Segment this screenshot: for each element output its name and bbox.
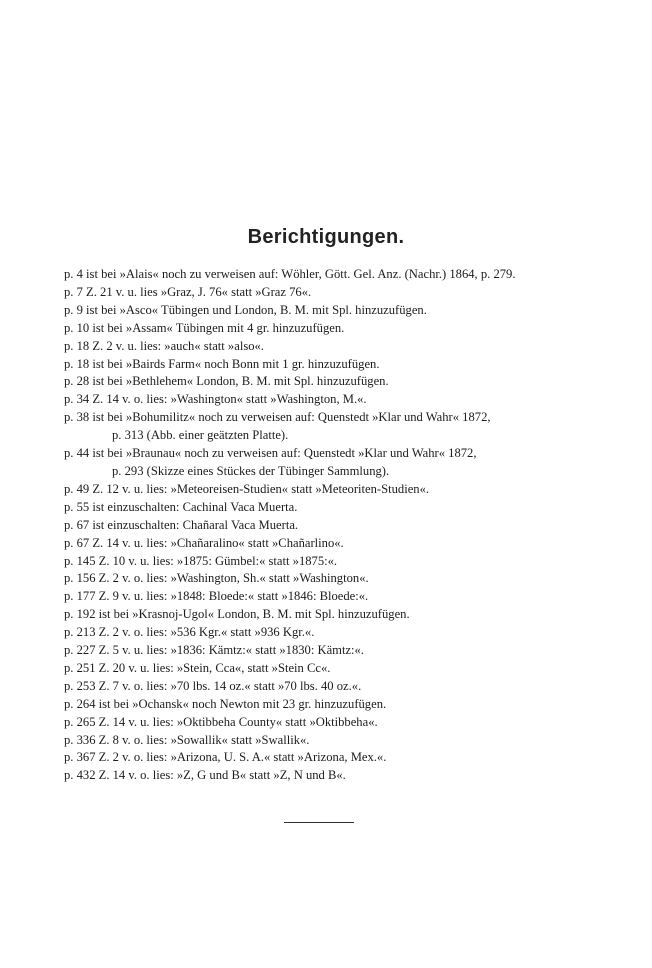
entry-text: p. 18 Z. 2 v. u. lies: »auch« statt »also«. [64, 338, 264, 353]
entry-text: p. 44 ist bei »Braunau« noch zu verweisen auf: Quenstedt »Klar und Wahr« 1872, [64, 446, 477, 461]
entry-text: p. 251 Z. 20 v. u. lies: »Stein, Cca«, statt »Stein Cc«. [64, 660, 331, 675]
correction-entry [64, 678, 604, 696]
entry-text: p. 38 ist bei »Bohumilitz« noch zu verweisen auf: Quenstedt »Klar und Wahr« 1872, [64, 410, 491, 425]
entry-text: p. 253 Z. 7 v. o. lies: »70 lbs. 14 oz.« statt »70 lbs. 40 oz.«. [64, 678, 362, 693]
corrections-list [64, 266, 604, 785]
entry-text: p. 367 Z. 2 v. o. lies: »Arizona, U. S. A.« statt »Arizona, Mex.«. [64, 750, 387, 765]
entry-text: p. 192 ist bei »Krasnoj-Ugol« London, B. M. mit Spl. hinzuzufügen. [64, 607, 410, 622]
correction-entry [64, 356, 604, 374]
entry-text: p. 28 ist bei »Bethlehem« London, B. M. mit Spl. hinzuzufügen. [64, 374, 389, 389]
entry-text: p. 4 ist bei »Alais« noch zu verweisen auf: Wöhler, Gött. Gel. Anz. (Nachr.) 1864, p. 279. [64, 267, 516, 281]
closing-rule [284, 822, 354, 823]
entry-text: p. 336 Z. 8 v. o. lies: »Sowallik« statt »Swallik«. [64, 732, 310, 747]
entry-text: p. 177 Z. 9 v. u. lies: »1848: Bloede:« statt »1846: Bloede:«. [64, 589, 369, 604]
entry-text: p. 55 ist einzuschalten: Cachinal Vaca Muerta. [64, 499, 298, 514]
correction-entry [64, 409, 604, 445]
entry-text: p. 213 Z. 2 v. o. lies: »536 Kgr.« statt »936 Kgr.«. [64, 625, 315, 640]
entry-text: p. 227 Z. 5 v. u. lies: »1836: Kämtz:« statt »1830: Kämtz:«. [64, 643, 364, 658]
entry-text: p. 156 Z. 2 v. o. lies: »Washington, Sh.« statt »Washington«. [64, 571, 369, 586]
entry-text: p. 145 Z. 10 v. u. lies: »1875: Gümbel:« statt »1875:«. [64, 553, 338, 568]
correction-entry [64, 767, 604, 785]
entry-text: p. 67 ist einzuschalten: Chañaral Vaca Muerta. [64, 517, 299, 532]
correction-entry [64, 320, 604, 338]
correction-entry [64, 606, 604, 624]
correction-entry [64, 732, 604, 750]
correction-entry [64, 714, 604, 732]
correction-entry [64, 535, 604, 553]
entry-continuation: p. 313 (Abb. einer geätzten Platte). [112, 428, 289, 443]
entry-text: p. 10 ist bei »Assam« Tübingen mit 4 gr. hinzuzufügen. [64, 320, 345, 335]
page-title: Berichtigungen. [247, 226, 405, 248]
entry-text: p. 49 Z. 12 v. u. lies: »Meteoreisen-Studien« statt »Meteoriten-Studien«. [64, 481, 430, 496]
correction-entry [64, 481, 604, 499]
entry-text: p. 18 ist bei »Bairds Farm« noch Bonn mit 1 gr. hinzuzufügen. [64, 356, 380, 371]
entry-text: p. 432 Z. 14 v. o. lies: »Z, G und B« statt »Z, N und B«. [64, 768, 346, 783]
correction-entry [64, 624, 604, 642]
correction-entry [64, 749, 604, 767]
entry-text: p. 67 Z. 14 v. u. lies: »Chañaralino« statt »Chañarlino«. [64, 535, 344, 550]
correction-entry [64, 338, 604, 356]
correction-entry [64, 553, 604, 571]
correction-entry [64, 445, 604, 481]
correction-entry [64, 302, 604, 320]
correction-entry [64, 660, 604, 678]
correction-entry [64, 517, 604, 535]
correction-entry [64, 391, 604, 409]
correction-entry [64, 588, 604, 606]
entry-text: p. 7 Z. 21 v. u. lies »Graz, J. 76« statt »Graz 76«. [64, 284, 312, 299]
correction-entry [64, 266, 604, 284]
correction-entry [64, 642, 604, 660]
entry-text: p. 34 Z. 14 v. o. lies: »Washington« statt »Washington, M.«. [64, 392, 367, 407]
entry-text: p. 264 ist bei »Ochansk« noch Newton mit 23 gr. hinzuzufügen. [64, 696, 387, 711]
entry-text: p. 9 ist bei »Asco« Tübingen und London, B. M. mit Spl. hinzuzufügen. [64, 302, 427, 317]
entry-text: p. 265 Z. 14 v. u. lies: »Oktibbeha County« statt »Oktibbeha«. [64, 714, 378, 729]
correction-entry [64, 284, 604, 302]
entry-continuation: p. 293 (Skizze eines Stückes der Tübinger Sammlung). [112, 463, 390, 478]
correction-entry [64, 570, 604, 588]
correction-entry [64, 373, 604, 391]
correction-entry [64, 696, 604, 714]
correction-entry [64, 499, 604, 517]
